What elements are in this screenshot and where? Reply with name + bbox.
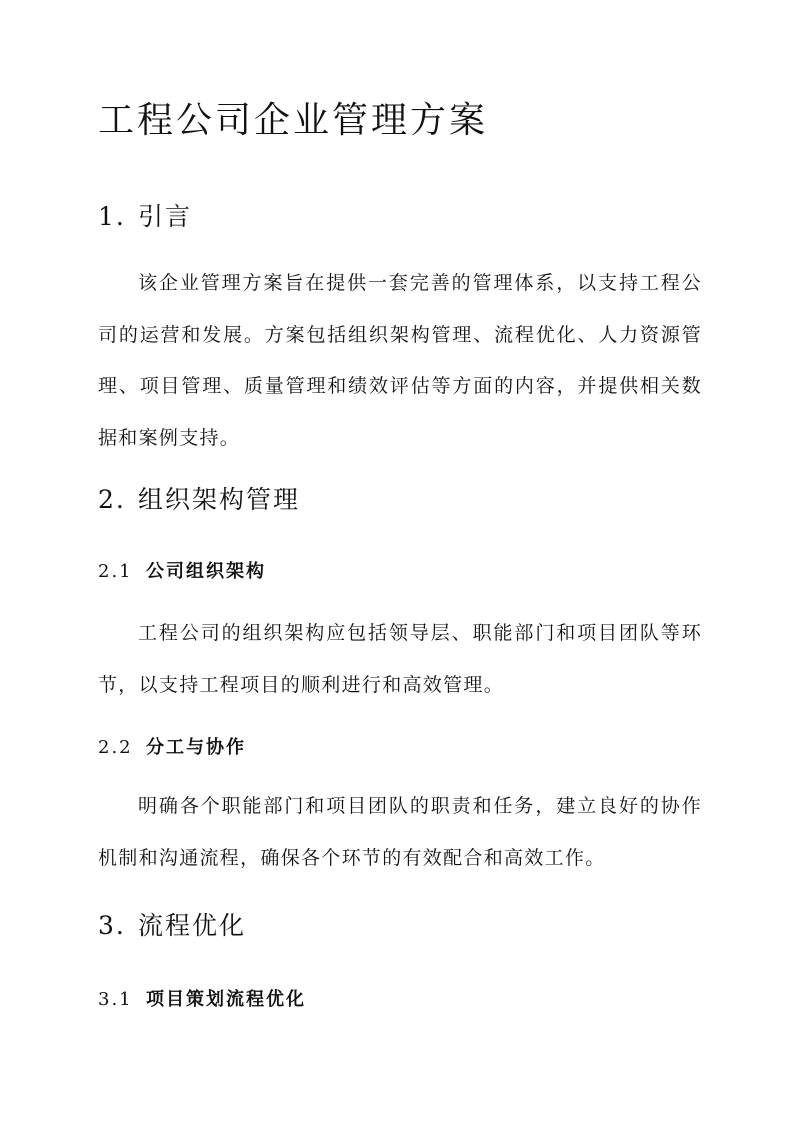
section-heading-3	[98, 906, 246, 942]
section-title: 引言	[138, 202, 193, 231]
subsection-2-2-paragraph: 明确各个职能部门和项目团队的职责和任务，建立良好的协作机制和沟通流程，确保各个环节的有效配合和高效工作。	[98, 795, 702, 869]
subsection-heading-2-1	[98, 557, 266, 583]
section-title: 流程优化	[138, 911, 247, 940]
section-heading-1	[98, 197, 192, 233]
section-number: 3.	[98, 911, 126, 940]
section-number: 2.	[98, 485, 126, 514]
section-title: 组织架构管理	[138, 485, 301, 514]
subsection-number: 2.1	[98, 561, 133, 582]
subsection-number: 3.1	[98, 989, 133, 1010]
section-number: 1.	[98, 202, 126, 231]
subsection-number: 2.2	[98, 737, 133, 758]
subsection-heading-2-2	[98, 733, 246, 759]
section-1-paragraph: 该企业管理方案旨在提供一套完善的管理体系，以支持工程公司的运营和发展。方案包括组织架构管理、流程优化、人力资源管理、项目管理、质量管理和绩效评估等方面的内容，并提供相关数据和案例支持。	[98, 272, 702, 449]
section-heading-2	[98, 480, 300, 516]
subsection-title: 分工与协作	[146, 737, 246, 758]
subsection-title: 项目策划流程优化	[146, 989, 306, 1010]
subsection-heading-3-1	[98, 985, 306, 1011]
document-title: 工程公司企业管理方案	[98, 100, 489, 141]
subsection-2-1-paragraph: 工程公司的组织架构应包括领导层、职能部门和项目团队等环节，以支持工程项目的顺利进行和高效管理。	[98, 622, 702, 696]
subsection-title: 公司组织架构	[146, 561, 266, 582]
